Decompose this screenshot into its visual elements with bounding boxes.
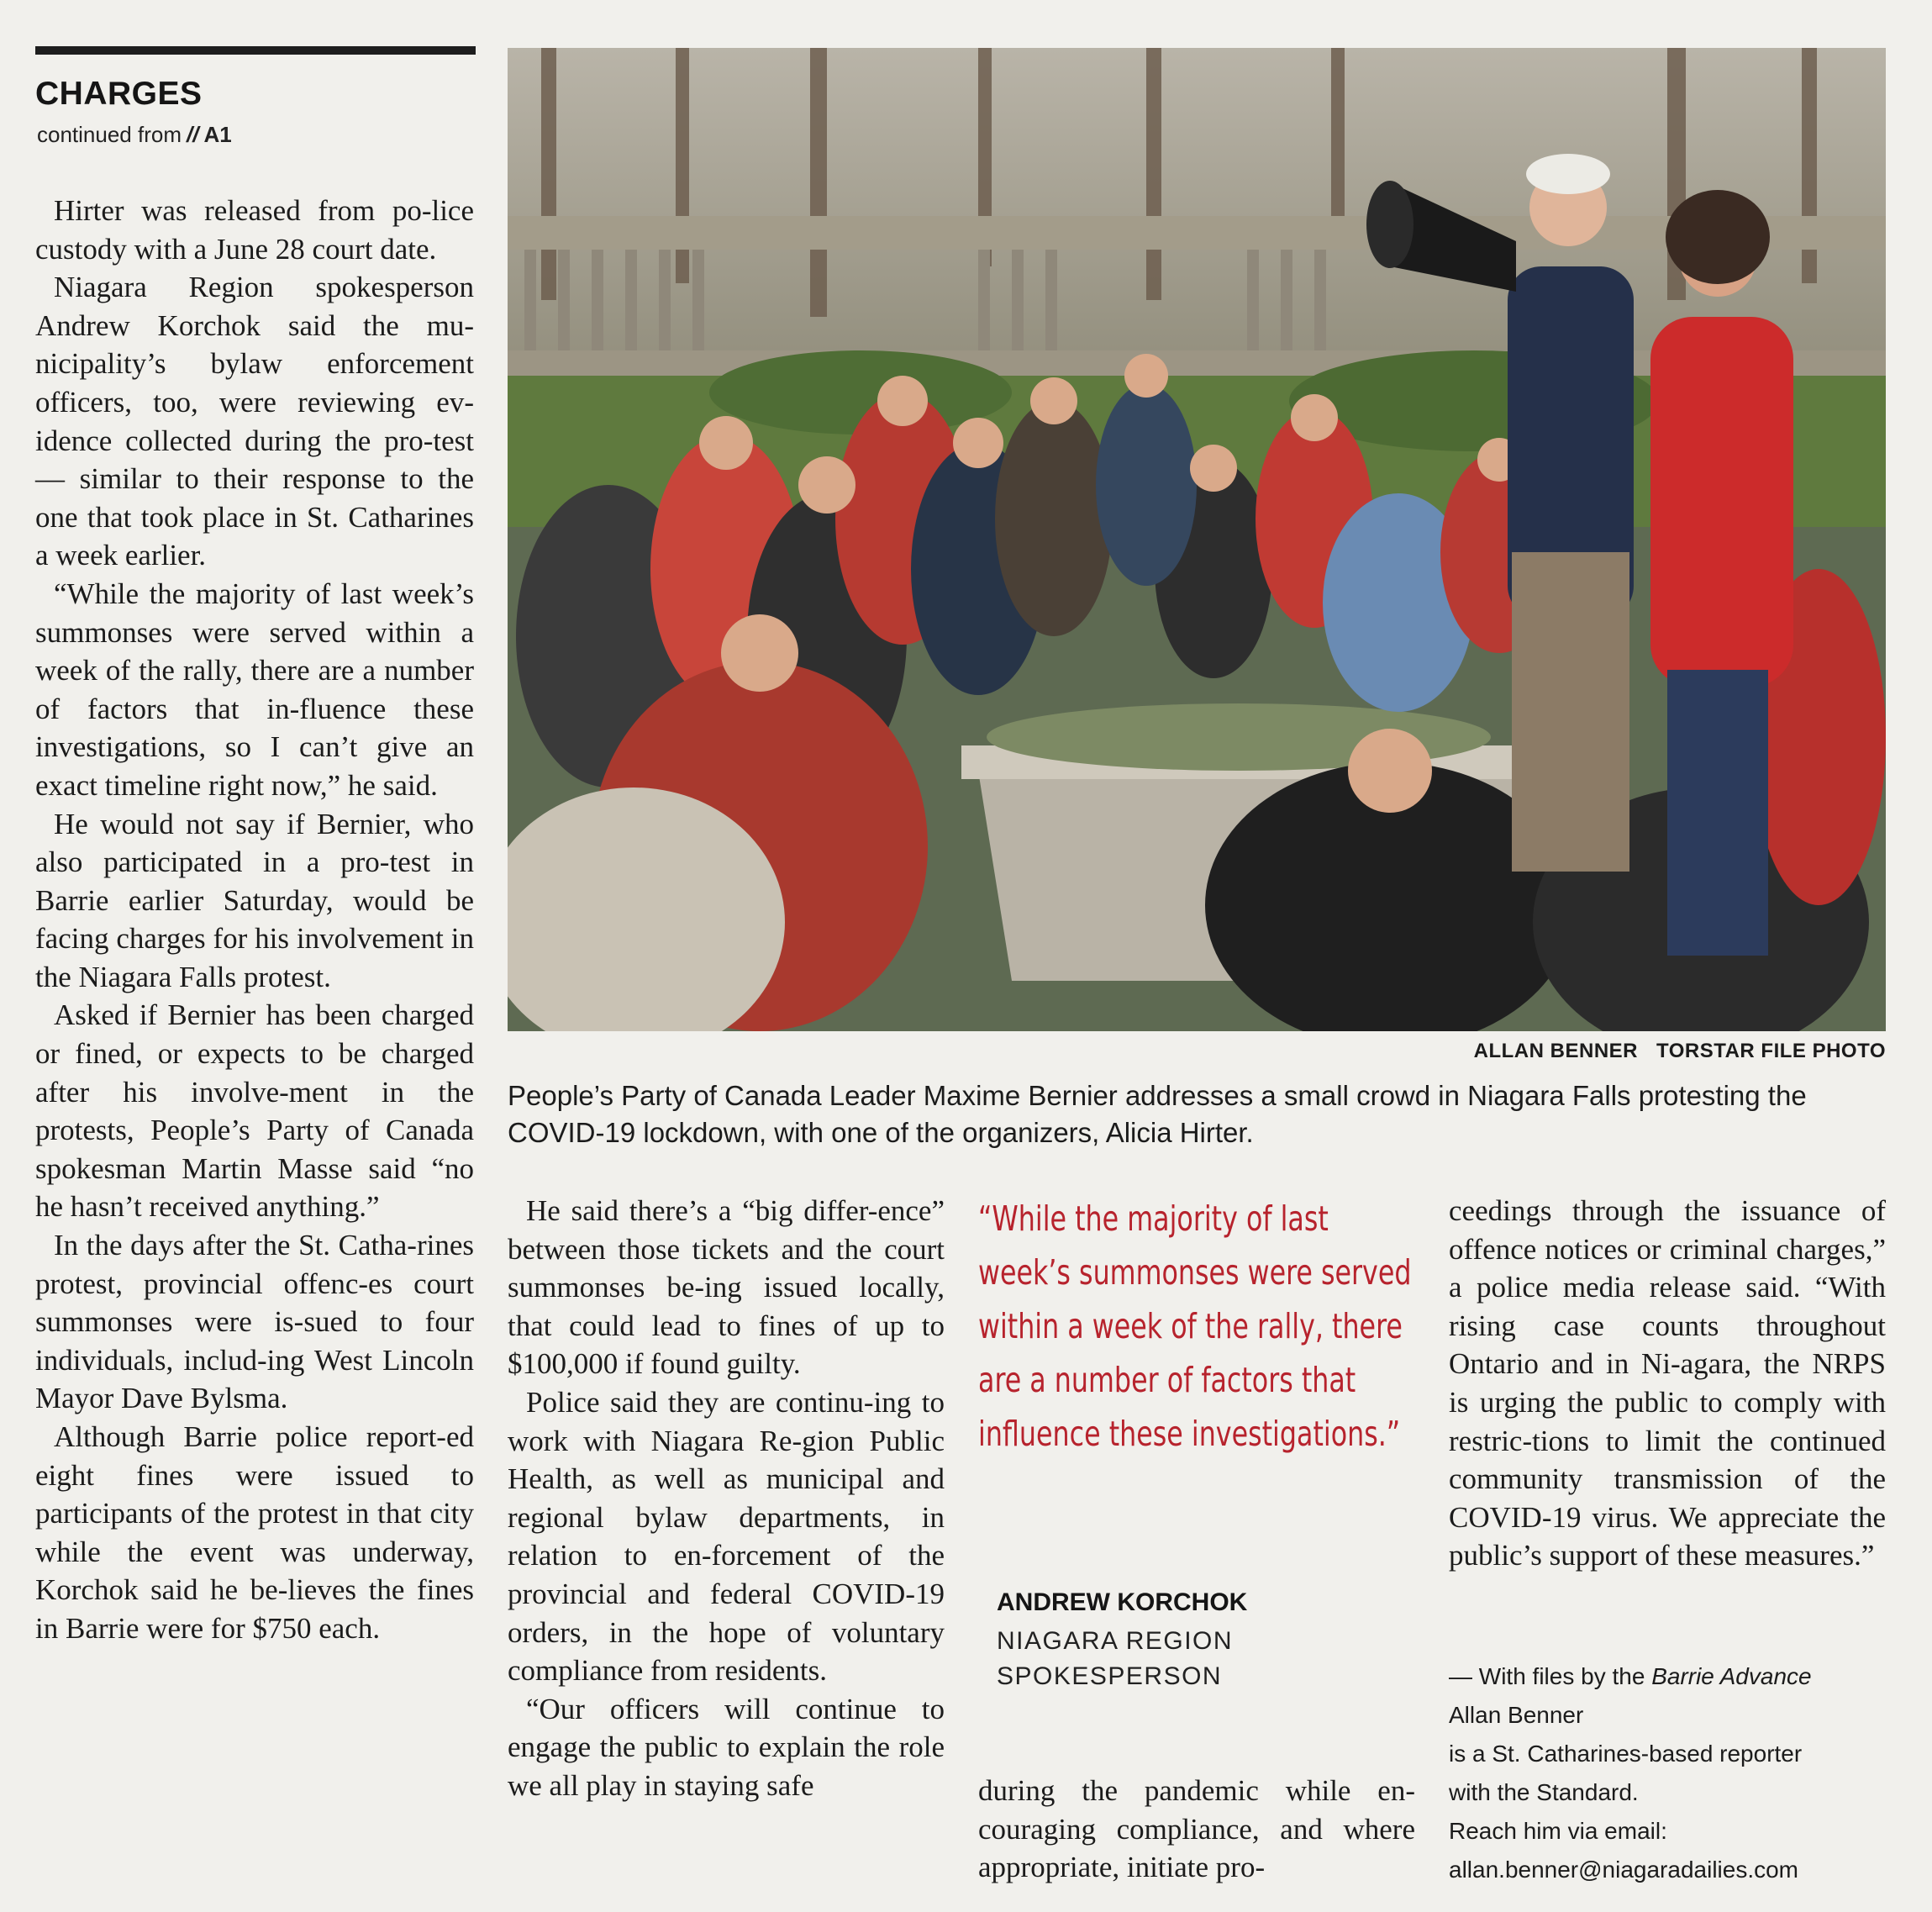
article-column-4 xyxy=(1449,1192,1886,1575)
paragraph: Although Barrie police report-ed eight fines were issued to participants of the protest in that city while the event was underway, Korchok said he be-lieves the fines in Barrie were for $750 each. xyxy=(35,1420,474,1645)
continued-from-line xyxy=(37,122,232,148)
article-column-3 xyxy=(978,1772,1415,1887)
pull-quote-title-line: SPOKESPERSON xyxy=(997,1662,1223,1690)
rally-photo xyxy=(508,48,1886,1031)
paragraph: Hirter was released from po-lice custody with a June 28 court date. xyxy=(35,194,474,266)
pull-quote-attribution-name: ANDREW KORCHOK xyxy=(997,1588,1248,1616)
paragraph: during the pandemic while en-couraging compliance, and where appropriate, initiate pro- xyxy=(978,1774,1415,1884)
photo-caption: People’s Party of Canada Leader Maxime Bernier addresses a small crowd in Niagara Falls protesting the COVID-19 lockdown, with one of the organizers, Alicia Hirter. xyxy=(508,1080,1807,1148)
paragraph: “While the majority of last week’s summonses were served within a week of the rally, there are a number of factors that in-fluence these investigations, so I can’t give an exact timeline right now,” he said. xyxy=(35,577,474,802)
files-credit-prefix: — With files by the xyxy=(1449,1663,1645,1689)
author-email: allan.benner@niagaradailies.com xyxy=(1449,1857,1799,1883)
files-credit xyxy=(1449,1657,1903,1696)
section-kicker: CHARGES xyxy=(35,76,203,112)
pull-quote-attribution-title xyxy=(997,1624,1233,1694)
paragraph: Niagara Region spokesperson Andrew Korchok said the mu-nicipality’s bylaw enforcement officers, too, were reviewing ev-idence collected during the pro-test — similar to their response to the one that took place in St. Catharines a week earlier. xyxy=(35,271,474,572)
author-tagline xyxy=(1449,1657,1903,1889)
photo-credit xyxy=(508,1040,1886,1063)
article-column-2 xyxy=(508,1192,945,1805)
paragraph: He said there’s a “big differ-ence” between those tickets and the court summonses be-ing issued locally, that could lead to fines of up to $100,000 if found guilty. xyxy=(508,1194,945,1381)
article-column-1 xyxy=(35,192,474,1648)
photo-credit-name: ALLAN BENNER xyxy=(1473,1040,1638,1062)
continued-slashes: // xyxy=(186,122,199,147)
photo-credit-source: TORSTAR FILE PHOTO xyxy=(1656,1040,1886,1062)
author-desc: with the Standard. xyxy=(1449,1779,1639,1805)
author-name: Allan Benner xyxy=(1449,1702,1584,1728)
continued-label: continued from xyxy=(37,122,182,147)
continued-page-ref: A1 xyxy=(203,122,232,147)
pull-quote: “While the majority of last week’s summonses were served within a week of the rally, there are a number of factors that influence these investigations.” xyxy=(978,1198,1412,1454)
author-reach: Reach him via email: xyxy=(1449,1818,1667,1844)
paragraph: ceedings through the issuance of offence notices or criminal charges,” a police media release said. “With rising case counts throughout Ontario and in Ni-agara, the NRPS is urging the public to comply with restric-tions to limit the continued community transmission of the COVID-19 virus. We appreciate the public’s support of these measures.” xyxy=(1449,1194,1886,1572)
section-rule xyxy=(35,46,476,55)
paragraph: He would not say if Bernier, who also participated in a pro-test in Barrie earlier Saturday, would be facing charges for his involvement in the Niagara Falls protest. xyxy=(35,807,474,993)
paragraph: “Our officers will continue to engage the public to explain the role we all play in staying safe xyxy=(508,1692,945,1802)
files-credit-paper: Barrie Advance xyxy=(1651,1663,1812,1689)
paragraph: Asked if Bernier has been charged or fined, or expects to be charged after his involve-ment in the protests, People’s Party of Canada spokesman Martin Masse said “no he hasn’t received anything.” xyxy=(35,998,474,1224)
paragraph: Police said they are continu-ing to work with Niagara Re-gion Public Health, as well as municipal and regional bylaw departments, in relation to en-forcement of the provincial and federal COVID-19 orders, in the hope of voluntary compliance from residents. xyxy=(508,1385,945,1688)
author-desc: is a St. Catharines-based reporter xyxy=(1449,1741,1803,1767)
paragraph: In the days after the St. Catha-rines protest, provincial offenc-es court summonses were is-sued to four individuals, includ-ing West Lincoln Mayor Dave Bylsma. xyxy=(35,1229,474,1415)
pull-quote-title-line: NIAGARA REGION xyxy=(997,1627,1234,1655)
